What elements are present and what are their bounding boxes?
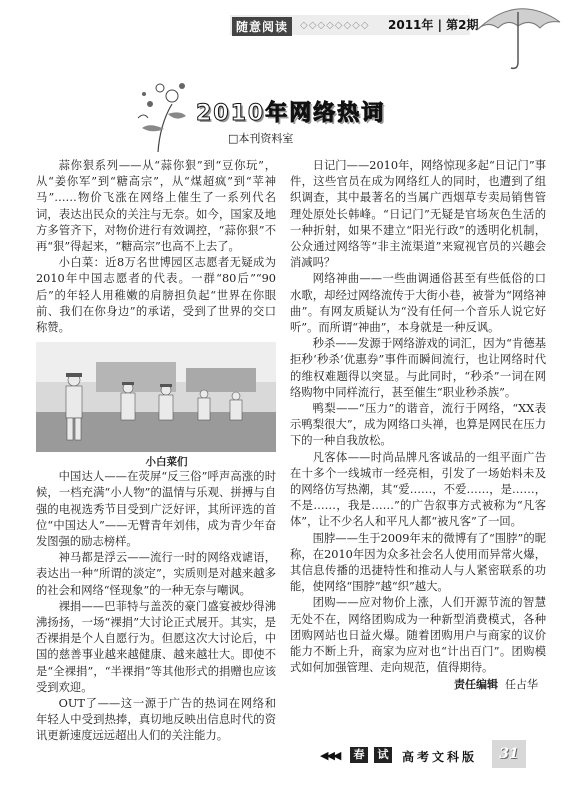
- editor-name: 任占华: [505, 677, 538, 691]
- paragraph: 围脖——生于2009年末的微博有了“围脖”的昵称，在2010年因为众多社会名人使用而异常火爆，其信息传播的迅捷特性和推动人与人紧密联系的功能，使网络“围脖”越“织”越大。: [290, 531, 546, 594]
- paragraph: 团购——应对物价上涨，人们开源节流的智慧无处不在，网络团购成为一种新型消费模式，各种团购网站也日益火爆。随着团购用户与商家的议价能力不断上升，商家为应对也“计出百门”。团购模式如何加强管理、走向规范，值得期待。: [290, 596, 546, 675]
- page-footer: [320, 742, 550, 768]
- paragraph: 网络神曲——一些曲调通俗甚至有些低俗的口水歌，却经过网络流传于大街小巷，被誉为“网络神曲”。有网友质疑认为“没有任何一个音乐人说它好听”。而所谓“神曲”，本身就是一种反讽。: [290, 272, 546, 335]
- paragraph: 鸭梨——“压力”的谐音，流行于网络，“XX表示鸭梨很大”，成为网络口头禅，也算是网民在压力下的一种自我放松。: [290, 402, 546, 448]
- page-header: [0, 0, 579, 38]
- article-title: 2010年网络热词: [196, 101, 386, 126]
- paragraph: 秒杀——发源于网络游戏的词汇，因为“肯德基拒秒‘秒杀’优惠券”事件而瞬间流行，也让网络时代的维权难题得以突显。与此同时，“秒杀”一词在网络购物中同样流行，甚至催生“职业秒杀族”。: [290, 337, 546, 399]
- footer-edition: 高考文科版: [402, 750, 478, 764]
- right-column: [290, 158, 546, 693]
- paragraph: 蒜你狠系列——从“蒜你狠”到“豆你玩”，从“姜你军”到“糖高宗”，从“煤超疯”到“苹神马”……物价飞涨在网络上催生了一系列代名词，表达出民众的关注与无奈。如今，国家及地方多管齐下，对物价进行有效调控，“蒜你狠”不再“狠”得起来，“糖高宗”也高不上去了。: [36, 159, 276, 254]
- paragraph: 中国达人——在荧屏“反三俗”呼声高涨的时候，一档充满“小人物”的温情与乐观、拼搏与自强的电视选秀节目受到广泛好评，其所评选的首位“中国达人”——无臂青年刘伟，成为青少年奋发图强的励志榜样。: [36, 470, 276, 549]
- paragraph: 凡客体——时尚品牌凡客诚品的一组平面广告在十多个一线城市一经亮相，引发了一场始料未及的网络仿写热潮，其“爱……，不爱……，是……，不是……，我是……”的广告叙事方式被称为“凡客体”，让不少名人和平凡人都“被凡客”了一回。: [290, 450, 546, 529]
- paragraph: 裸捐——巴菲特与盖茨的豪门盛宴被炒得沸沸扬扬，一场“裸捐”大讨论正式展开。其实，是否裸捐是个人自愿行为。但愿这次大讨论后，中国的慈善事业越来越健康、越来越壮大。即使不是“全裸捐”，“半裸捐”等其他形式的捐赠也应该受到欢迎。: [36, 599, 276, 694]
- left-column: [36, 158, 276, 745]
- title-block: [130, 74, 490, 154]
- flower-decoration-icon: [130, 74, 200, 154]
- arrow-left-icon: ◀◀◀: [320, 749, 340, 762]
- paragraph: 日记门——2010年，网络惊现多起“日记门”事件，这些官员在成为网络红人的同时，也遭到了组织调查，其中最著名的当属广西烟草专卖局销售管理处原处长韩峰。“日记门”无疑是官场灰色生活的一种折射，如果不建立“阳光行政”的透明化机制，公众通过网络等“非主流渠道”来窥视官员的兴趣会消减吗？: [290, 159, 546, 270]
- issue-label: 2011年 | 第2期: [388, 18, 479, 32]
- paragraph: 小白菜：近8万名世博园区志愿者无疑成为2010年中国志愿者的代表。一群“80后”“90后”的年轻人用稚嫩的肩膀担负起“世界在你眼前、我们在你身边”的承诺，受到了世界的交口称赞。: [36, 256, 276, 335]
- umbrella-icon: [472, 0, 562, 75]
- photo-caption: 小白菜们: [145, 456, 188, 469]
- paragraph: OUT了——这一源于广告的热词在网络和年轻人中受到热捧，真切地反映出信息时代的资讯更新速度远远超出人们的关注能力。: [36, 697, 276, 743]
- volunteers-photo: [36, 342, 276, 452]
- footer-box-char: 春: [350, 747, 368, 763]
- editor-credit: [290, 677, 546, 693]
- paragraph: 神马都是浮云——流行一时的网络戏谑语，表达出一种“所谓的淡定”，实质则是对越来越多的社会和网络“怪现象”的一种无奈与嘲讽。: [36, 551, 276, 597]
- byline: □本刊资料室: [228, 132, 294, 145]
- editor-label: 责任编辑: [454, 677, 498, 691]
- footer-box-char: 试: [374, 747, 392, 763]
- header-decoration: ◇◇◇◇◇◇◇◇: [300, 20, 370, 31]
- column-logo: 随意阅读: [232, 17, 292, 36]
- page-number: 31: [492, 740, 526, 768]
